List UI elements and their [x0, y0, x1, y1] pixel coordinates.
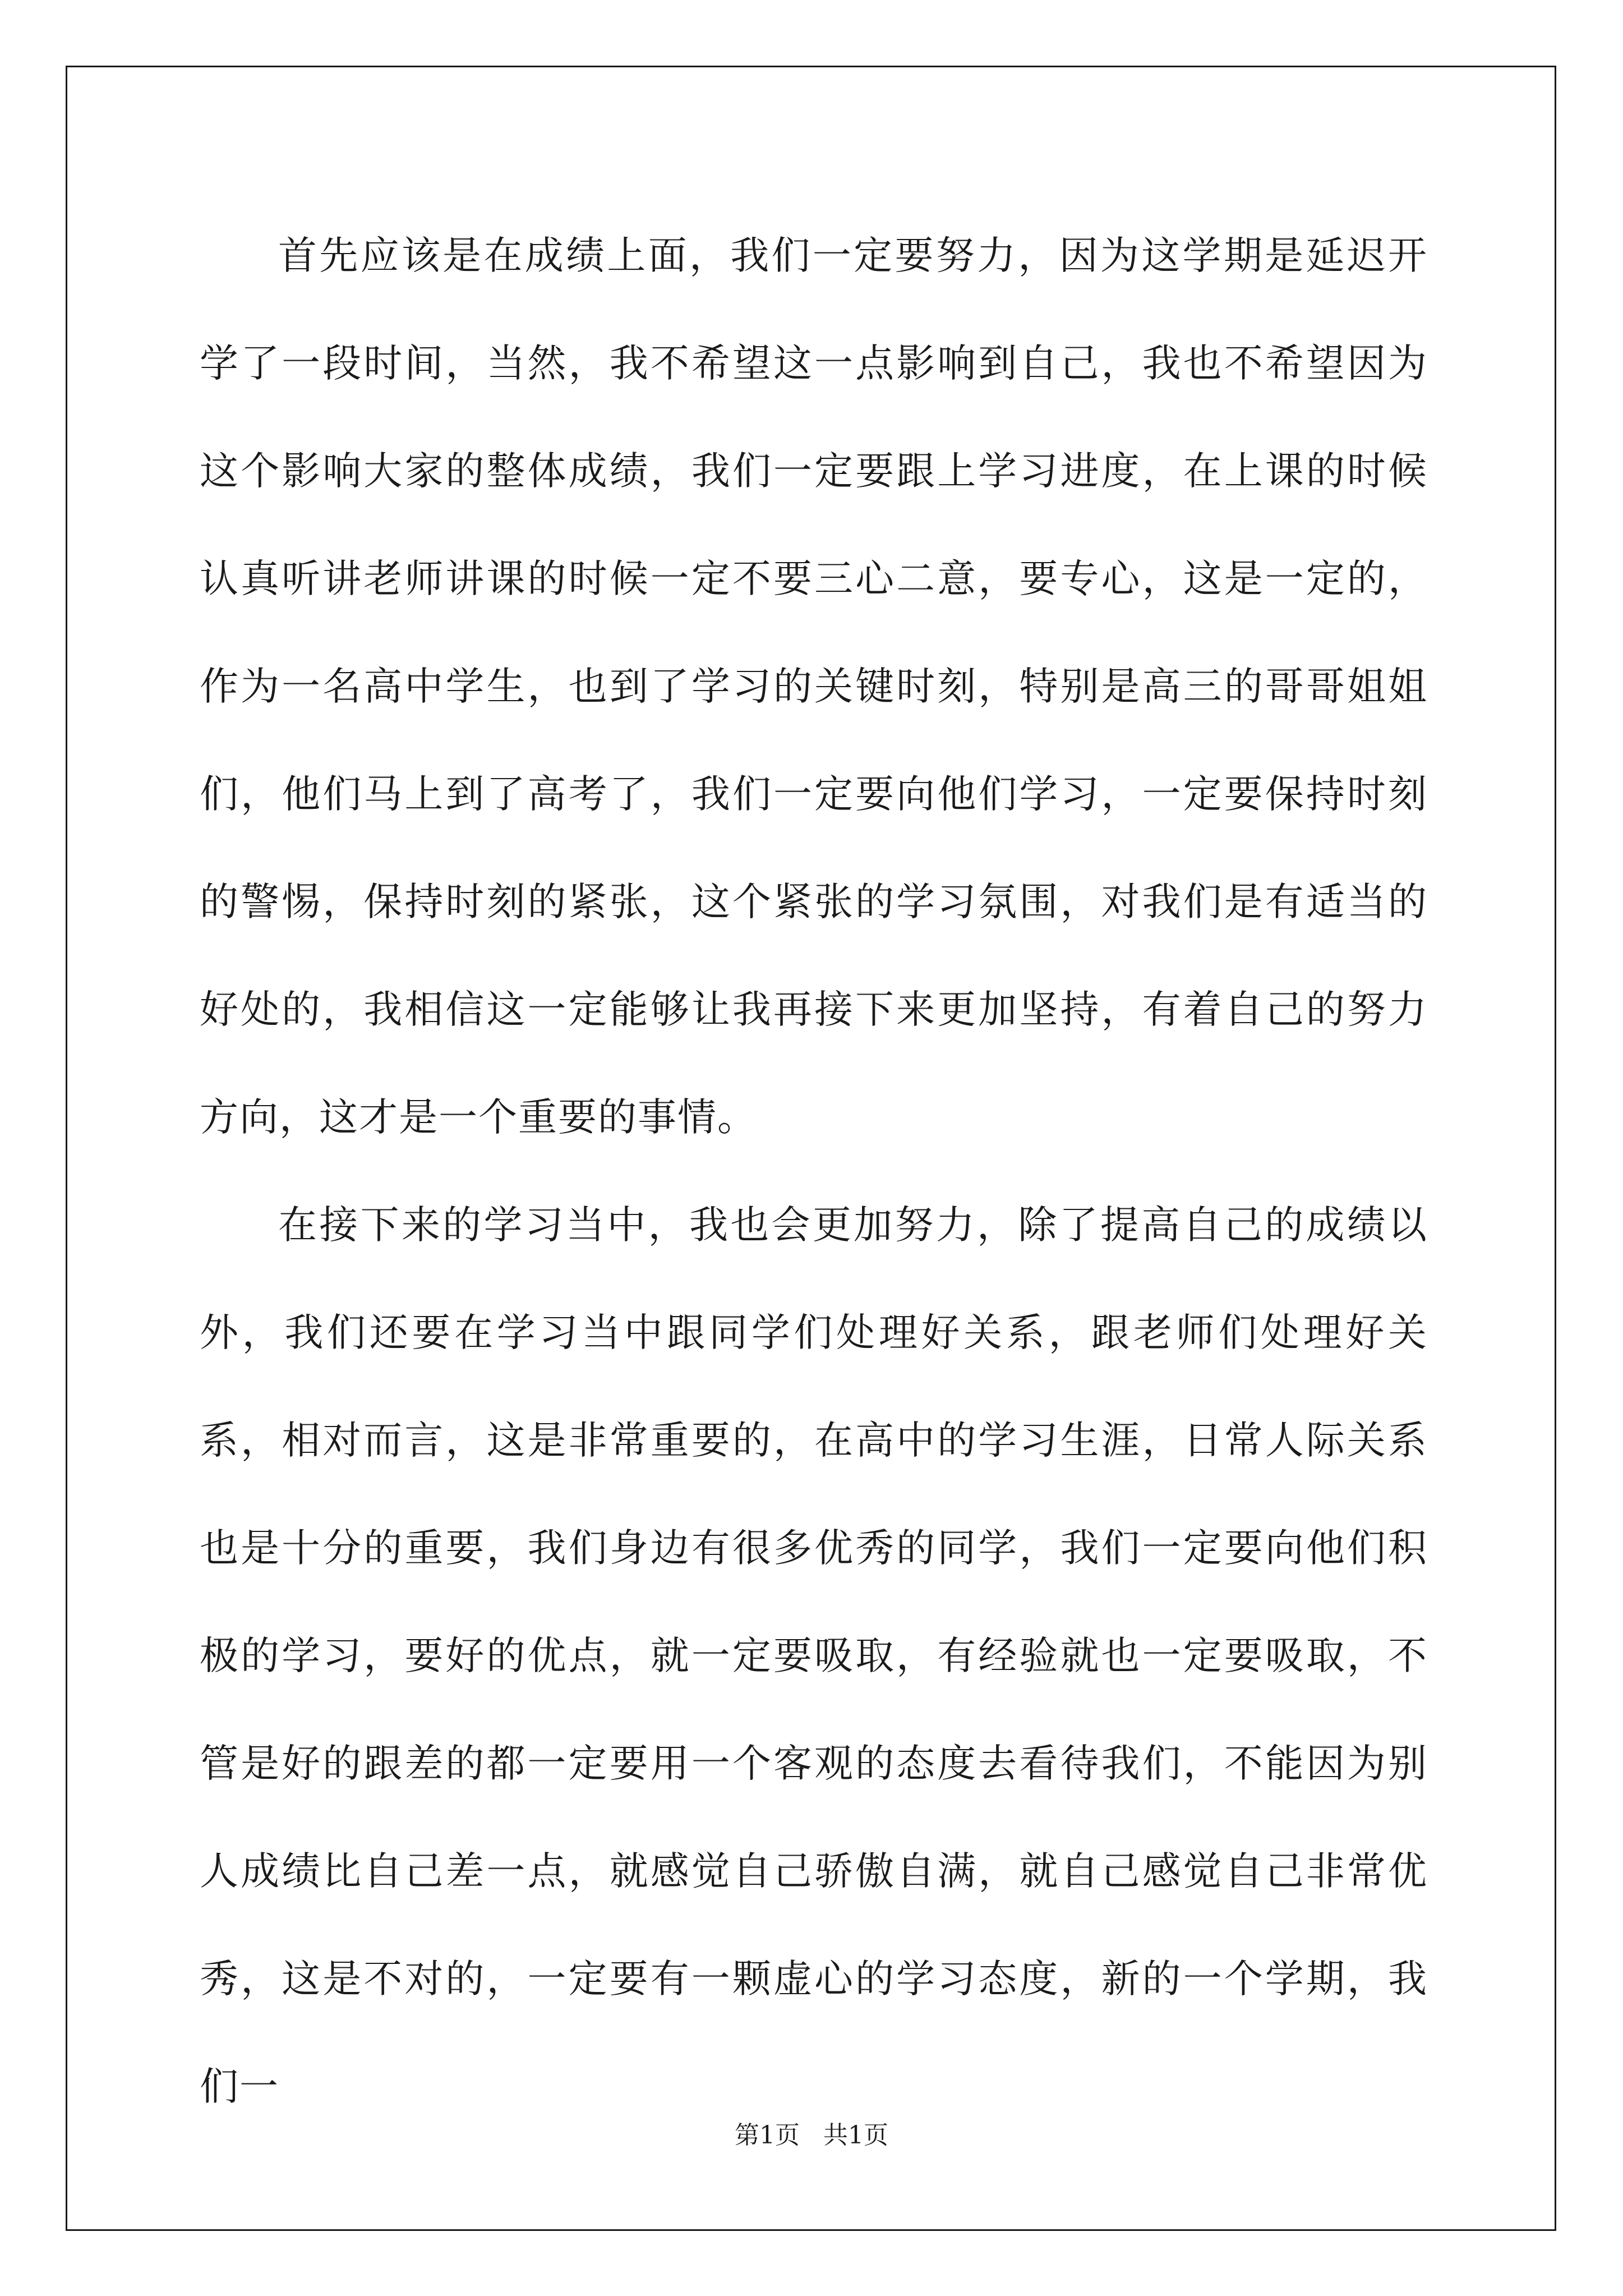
document-body	[200, 202, 1428, 2141]
page-footer	[0, 2115, 1623, 2151]
paragraph-2: 在接下来的学习当中，我也会更加努力，除了提高自己的成绩以外，我们还要在学习当中跟同学们处理好关系，跟老师们处理好关系，相对而言，这是非常重要的，在高中的学习生涯，日常人际关系也是十分的重要，我们身边有很多优秀的同学，我们一定要向他们积极的学习，要好的优点，就一定要吸取，有经验就也一定要吸取，不管是好的跟差的都一定要用一个客观的态度去看待我们，不能因为别人成绩比自己差一点，就感觉自己骄傲自满，就自己感觉自己非常优秀，这是不对的，一定要有一颗虚心的学习态度，新的一个学期，我们一	[200, 1203, 1428, 2109]
footer-spacer	[800, 2121, 823, 2150]
paragraph-1: 首先应该是在成绩上面，我们一定要努力，因为这学期是延迟开学了一段时间，当然，我不希望这一点影响到自己，我也不希望因为这个影响大家的整体成绩，我们一定要跟上学习进度，在上课的时候认真听讲老师讲课的时候一定不要三心二意，要专心，这是一定的，作为一名高中学生，也到了学习的关键时刻，特别是高三的哥哥姐姐们，他们马上到了高考了，我们一定要向他们学习，一定要保持时刻的警惕，保持时刻的紧张，这个紧张的学习氛围，对我们是有适当的好处的，我相信这一定能够让我再接下来更加坚持，有着自己的努力方向，这才是一个重要的事情。	[200, 233, 1428, 1140]
page-number: 第1页	[735, 2121, 800, 2150]
page-total: 共1页	[823, 2121, 888, 2150]
